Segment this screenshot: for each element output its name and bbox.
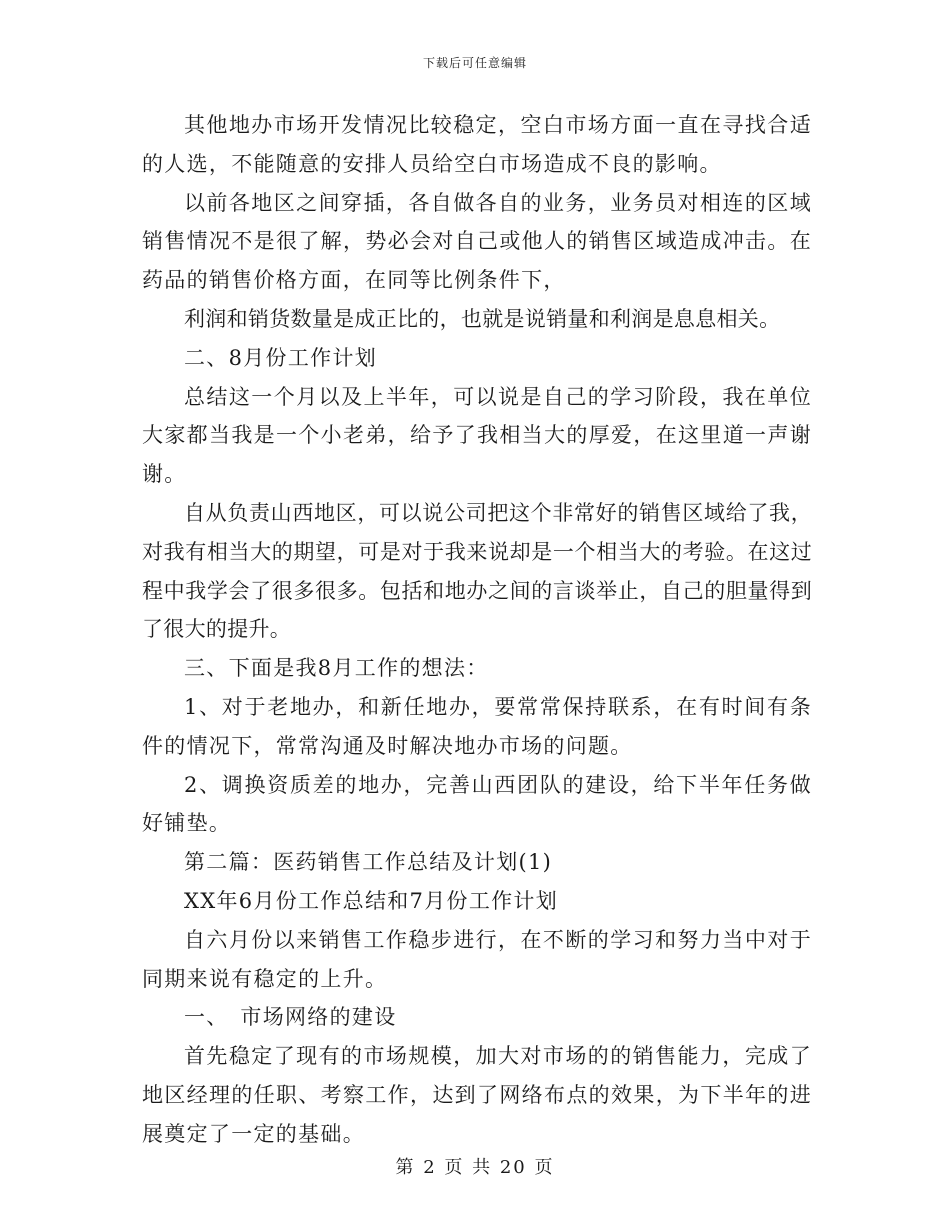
paragraph: 以前各地区之间穿插，各自做各自的业务，业务员对相连的区域销售情况不是很了解，势必会对自己或他人的销售区域造成冲击。在药品的销售价格方面，在同等比例条件下，: [142, 190, 812, 293]
list-item: 2、调换资质差的地办，完善山西团队的建设，给下半年任务做好铺垫。: [142, 772, 812, 836]
chapter-title: 第二篇：医药销售工作总结及计划(1): [184, 850, 553, 875]
document-body: [142, 106, 812, 1154]
section-heading: 三、下面是我8月工作的想法：: [184, 656, 489, 681]
paragraph: 利润和销货数量是成正比的，也就是说销量和利润是息息相关。: [184, 306, 781, 331]
paragraph: 总结这一个月以及上半年，可以说是自己的学习阶段，我在单位大家都当我是一个小老弟，给予了我相当大的厚爱，在这里道一声谢谢。: [142, 384, 812, 487]
paragraph: 首先稳定了现有的市场规模，加大对市场的的销售能力，完成了地区经理的任职、考察工作，达到了网络布点的效果，为下半年的进展奠定了一定的基础。: [142, 1044, 812, 1146]
page-number: 第 2 页 共 20 页: [395, 1157, 555, 1178]
paragraph: 自六月份以来销售工作稳步进行，在不断的学习和努力当中对于同期来说有稳定的上升。: [142, 927, 812, 991]
subtitle: XX年6月份工作总结和7月份工作计划: [184, 888, 559, 913]
section-heading: 二、8月份工作计划: [184, 345, 378, 370]
section-heading: 一、 市场网络的建设: [184, 1005, 397, 1030]
page-header-note: 下载后可任意编辑: [422, 56, 527, 70]
list-item: 1、对于老地办，和新任地办，要常常保持联系，在有时间有条件的情况下，常常沟通及时解决地办市场的问题。: [142, 694, 812, 758]
paragraph: 其他地办市场开发情况比较稳定，空白市场方面一直在寻找合适的人选，不能随意的安排人员给空白市场造成不良的影响。: [142, 113, 812, 176]
paragraph: 自从负责山西地区，可以说公司把这个非常好的销售区域给了我，对我有相当大的期望，可是对于我来说却是一个相当大的考验。在这过程中我学会了很多很多。包括和地办之间的言谈举止，自己的胆量得到了很大的提升。: [142, 500, 812, 642]
